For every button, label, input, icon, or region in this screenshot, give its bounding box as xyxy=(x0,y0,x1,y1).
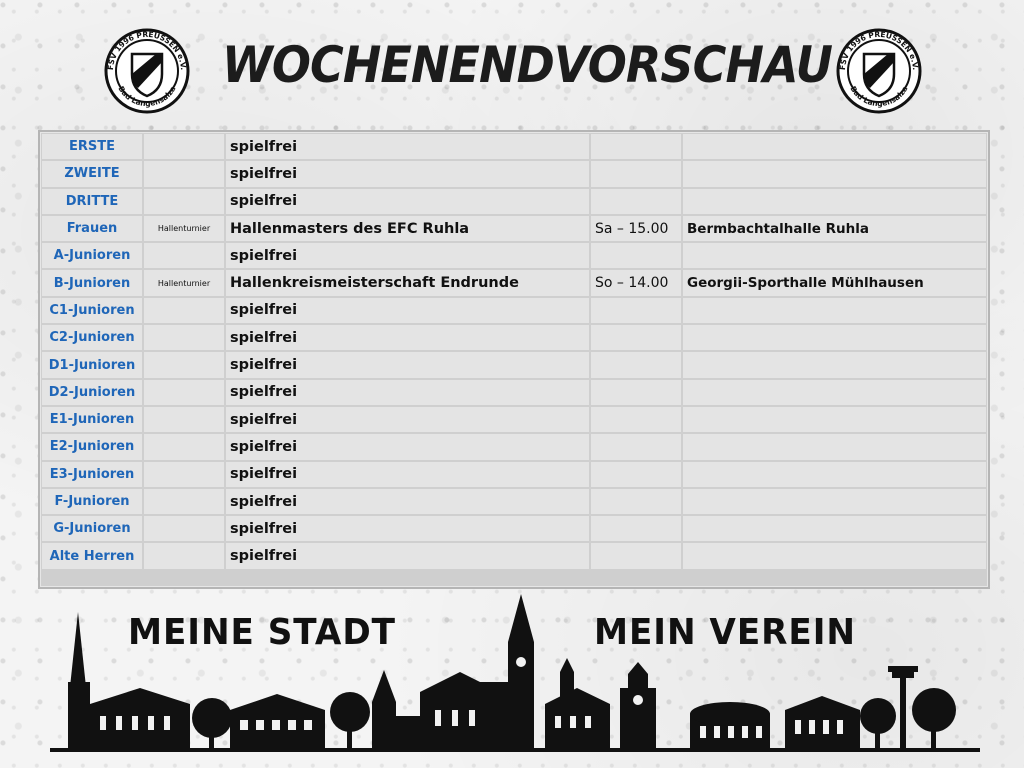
table-row xyxy=(42,189,986,214)
time-cell xyxy=(591,352,681,377)
game-cell: Hallenmasters des EFC Ruhla xyxy=(226,216,589,241)
type-cell xyxy=(144,352,224,377)
page-title: WOCHENENDVORSCHAU xyxy=(222,36,833,94)
game-cell: spielfrei xyxy=(226,407,589,432)
table-row xyxy=(42,298,986,323)
crest-ring-text xyxy=(104,28,190,114)
team-cell: ERSTE xyxy=(42,134,142,159)
time-cell xyxy=(591,161,681,186)
team-cell: C1-Junioren xyxy=(42,298,142,323)
venue-cell xyxy=(683,407,986,432)
type-cell xyxy=(144,407,224,432)
type-cell xyxy=(144,243,224,268)
time-cell: Sa – 15.00 xyxy=(591,216,681,241)
venue-cell xyxy=(683,325,986,350)
game-cell: Hallenkreismeisterschaft Endrunde xyxy=(226,270,589,295)
venue-cell xyxy=(683,543,986,568)
time-cell xyxy=(591,407,681,432)
game-cell: spielfrei xyxy=(226,134,589,159)
game-cell: spielfrei xyxy=(226,189,589,214)
city-skyline-icon xyxy=(40,592,990,762)
team-cell: D2-Junioren xyxy=(42,380,142,405)
game-cell: spielfrei xyxy=(226,352,589,377)
venue-cell xyxy=(683,462,986,487)
svg-text:Bad Langensalza: Bad Langensalza xyxy=(116,84,178,109)
crest-ring-text xyxy=(836,28,922,114)
team-cell: C2-Junioren xyxy=(42,325,142,350)
schedule-body xyxy=(42,134,986,569)
table-row xyxy=(42,325,986,350)
time-cell xyxy=(591,243,681,268)
game-cell: spielfrei xyxy=(226,243,589,268)
table-row xyxy=(42,243,986,268)
game-cell: spielfrei xyxy=(226,516,589,541)
type-cell xyxy=(144,134,224,159)
time-cell xyxy=(591,134,681,159)
type-cell xyxy=(144,298,224,323)
type-cell xyxy=(144,462,224,487)
table-row xyxy=(42,380,986,405)
type-cell xyxy=(144,161,224,186)
game-cell: spielfrei xyxy=(226,380,589,405)
time-cell xyxy=(591,298,681,323)
game-cell: spielfrei xyxy=(226,434,589,459)
team-cell: A-Junioren xyxy=(42,243,142,268)
team-cell: Frauen xyxy=(42,216,142,241)
game-cell: spielfrei xyxy=(226,489,589,514)
venue-cell xyxy=(683,489,986,514)
venue-cell xyxy=(683,189,986,214)
table-row xyxy=(42,161,986,186)
type-cell xyxy=(144,434,224,459)
type-cell xyxy=(144,325,224,350)
game-cell: spielfrei xyxy=(226,462,589,487)
venue-cell xyxy=(683,380,986,405)
table-row xyxy=(42,516,986,541)
time-cell xyxy=(591,543,681,568)
time-cell xyxy=(591,462,681,487)
table-row xyxy=(42,216,986,241)
time-cell xyxy=(591,434,681,459)
schedule-table xyxy=(38,130,990,589)
type-cell: Hallenturnier xyxy=(144,270,224,295)
slogan-left: MEINE STADT xyxy=(128,612,396,653)
game-cell: spielfrei xyxy=(226,298,589,323)
type-cell: Hallenturnier xyxy=(144,216,224,241)
team-cell: E2-Junioren xyxy=(42,434,142,459)
venue-cell xyxy=(683,161,986,186)
time-cell xyxy=(591,489,681,514)
team-cell: DRITTE xyxy=(42,189,142,214)
type-cell xyxy=(144,189,224,214)
venue-cell xyxy=(683,434,986,459)
table-row xyxy=(42,134,986,159)
table-row xyxy=(42,462,986,487)
time-cell xyxy=(591,325,681,350)
time-cell: So – 14.00 xyxy=(591,270,681,295)
team-cell: G-Junioren xyxy=(42,516,142,541)
team-cell: ZWEITE xyxy=(42,161,142,186)
venue-cell xyxy=(683,352,986,377)
venue-cell xyxy=(683,516,986,541)
venue-cell xyxy=(683,134,986,159)
team-cell: E3-Junioren xyxy=(42,462,142,487)
venue-cell: Georgii-Sporthalle Mühlhausen xyxy=(683,270,986,295)
time-cell xyxy=(591,380,681,405)
venue-cell xyxy=(683,243,986,268)
svg-text:FSV 1996 PREUSSEN e.V.: FSV 1996 PREUSSEN e.V. xyxy=(837,29,921,71)
table-row xyxy=(42,543,986,568)
team-cell: E1-Junioren xyxy=(42,407,142,432)
table-row xyxy=(42,489,986,514)
type-cell xyxy=(144,380,224,405)
slogan-right: MEIN VEREIN xyxy=(594,612,856,653)
table-row xyxy=(42,434,986,459)
time-cell xyxy=(591,189,681,214)
team-cell: D1-Junioren xyxy=(42,352,142,377)
type-cell xyxy=(144,543,224,568)
table-row xyxy=(42,352,986,377)
game-cell: spielfrei xyxy=(226,161,589,186)
svg-text:FSV 1996 PREUSSEN e.V.: FSV 1996 PREUSSEN e.V. xyxy=(105,29,189,71)
team-cell: F-Junioren xyxy=(42,489,142,514)
game-cell: spielfrei xyxy=(226,543,589,568)
team-cell: B-Junioren xyxy=(42,270,142,295)
venue-cell xyxy=(683,298,986,323)
venue-cell: Bermbachtalhalle Ruhla xyxy=(683,216,986,241)
svg-text:Bad Langensalza: Bad Langensalza xyxy=(848,84,910,109)
table-row xyxy=(42,407,986,432)
table-row xyxy=(42,270,986,295)
type-cell xyxy=(144,489,224,514)
game-cell: spielfrei xyxy=(226,325,589,350)
time-cell xyxy=(591,516,681,541)
team-cell: Alte Herren xyxy=(42,543,142,568)
type-cell xyxy=(144,516,224,541)
